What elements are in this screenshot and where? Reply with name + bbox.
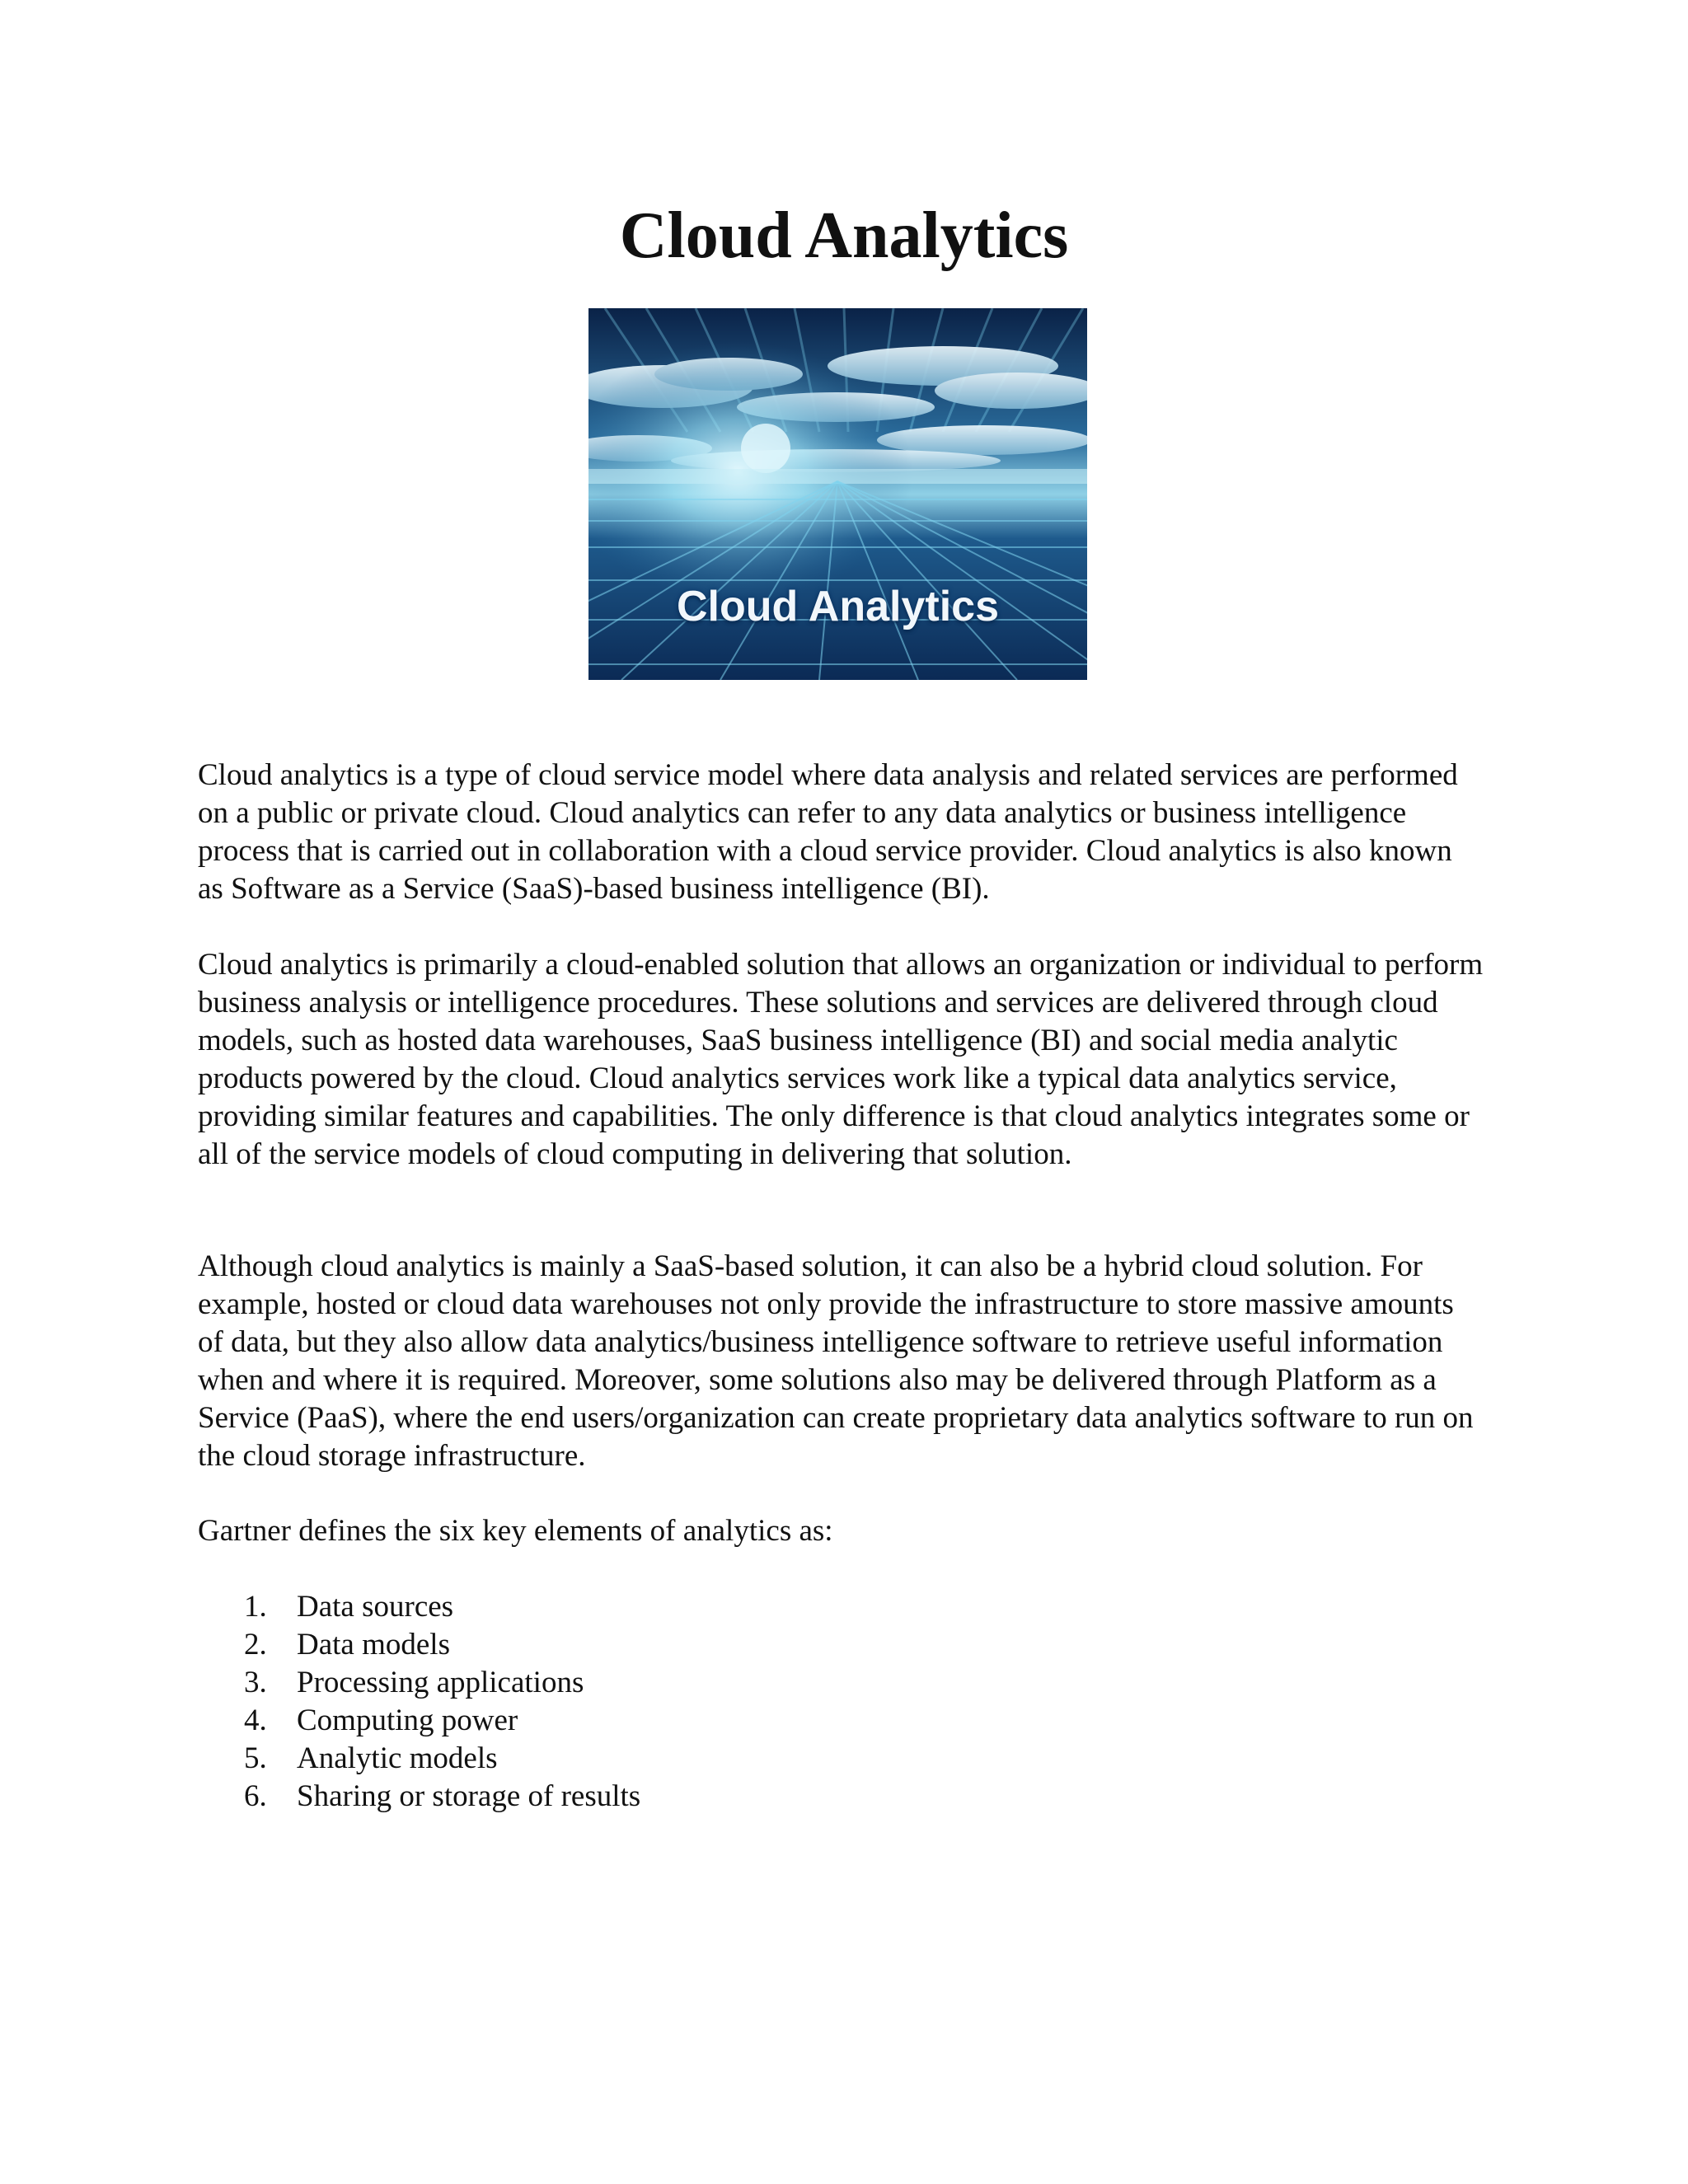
list-item (198, 1588, 640, 1626)
list-item-number: 5. (244, 1741, 267, 1775)
list-item (198, 1778, 640, 1816)
paragraph-intro: Cloud analytics is a type of cloud service model where data analysis and related services are performed on a public or private cloud. Cloud analytics can refer to any data analytics or business intelligence process that is carried out in collaboration with a cloud service provider. Cloud analytics is also known as Software as a Service (SaaS)-based business intelligence (BI). (198, 758, 1458, 906)
list-item-text: Data models (297, 1628, 450, 1661)
paragraph-gartner: Gartner defines the six key elements of analytics as: (198, 1514, 833, 1548)
paragraph-cloud-enabled: Cloud analytics is primarily a cloud-enabled solution that allows an organization or individual to perform business analysis or intelligence procedures. These solutions and services are delivered through cloud models, such as hosted data warehouses, SaaS business intelligence (BI) and social media analytic products powered by the cloud. Cloud analytics services work like a typical data analytics service, providing similar features and capabilities. The only difference is that cloud analytics integrates some or all of the service models of cloud computing in delivering that solution. (198, 948, 1484, 1171)
list-item-number: 2. (244, 1628, 267, 1661)
page-title: Cloud Analytics (619, 199, 1069, 272)
list-item (198, 1626, 640, 1664)
list-item-text: Data sources (297, 1590, 454, 1624)
list-item-number: 6. (244, 1779, 267, 1813)
list-item-text: Analytic models (297, 1741, 498, 1775)
key-elements-list (198, 1588, 640, 1816)
list-item-number: 1. (244, 1590, 267, 1624)
image-caption: Cloud Analytics (676, 583, 999, 630)
list-item (198, 1664, 640, 1702)
paragraph-hybrid: Although cloud analytics is mainly a SaaS-based solution, it can also be a hybrid cloud solution. For example, hosted or cloud data warehouses not only provide the infrastructure to store massive amounts of data, but they also allow data analytics/business intelligence software to retrieve useful information when and where it is required. Moreover, some solutions also may be delivered through Platform as a Service (PaaS), where the end users/organization can create proprietary data analytics software to run on the cloud storage infrastructure. (198, 1249, 1474, 1473)
list-item-text: Computing power (297, 1704, 518, 1737)
list-item-text: Processing applications (297, 1666, 584, 1699)
list-item (198, 1740, 640, 1778)
list-item-number: 3. (244, 1666, 267, 1699)
list-item (198, 1702, 640, 1740)
list-item-text: Sharing or storage of results (297, 1779, 641, 1813)
list-item-number: 4. (244, 1704, 267, 1737)
cloud-analytics-image (588, 308, 1087, 680)
